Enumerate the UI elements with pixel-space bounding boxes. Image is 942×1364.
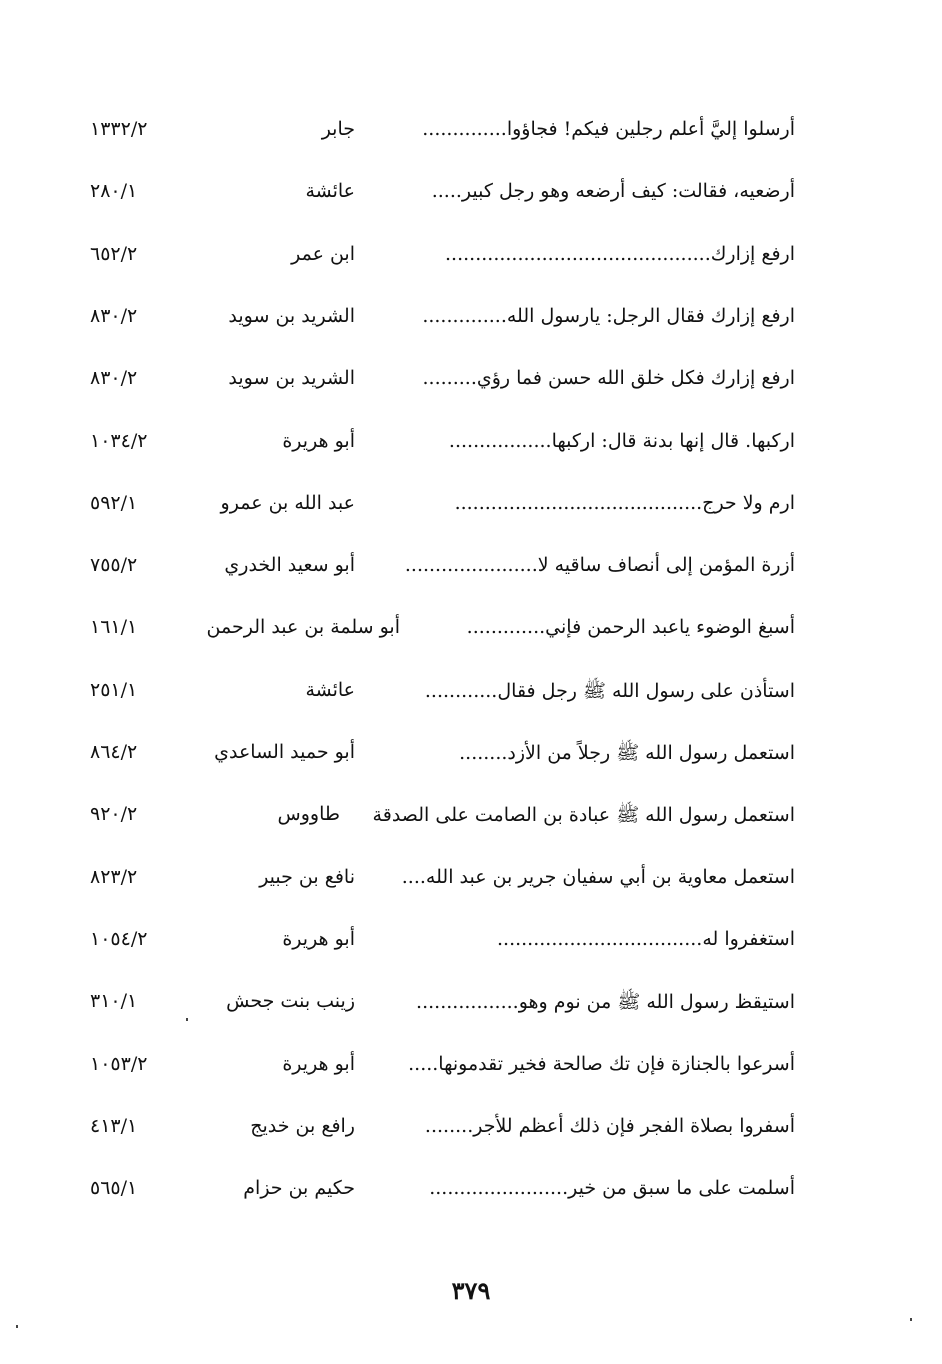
- narrator-name: الشريد بن سويد: [228, 304, 355, 327]
- hadith-text: ارم ولا حرج.........................................: [454, 491, 795, 514]
- index-entry: [90, 172, 795, 212]
- hadith-text: استغفروا له..................................: [496, 927, 795, 950]
- narrator-name: زينب بنت جحش: [226, 990, 355, 1013]
- narrator-name: عبد الله بن عمرو: [220, 491, 355, 514]
- volume-page-ref: ٨٦٤/٢: [90, 741, 138, 763]
- hadith-text: استعمل رسول الله ﷺ عبادة بن الصامت على الصدقة: [372, 804, 795, 827]
- hadith-text: استأذن على رسول الله ﷺ رجل فقال............: [424, 679, 795, 702]
- narrator-name: حكيم بن حزام: [243, 1177, 355, 1200]
- index-entry: [90, 359, 795, 399]
- volume-page-ref: ٩٢٠/٢: [90, 803, 138, 826]
- hadith-text: ارفع إزارك فكل خلق الله حسن فما رؤي.........: [422, 367, 795, 390]
- hadith-text: استيقظ رسول الله ﷺ من نوم وهو.................: [416, 991, 795, 1014]
- index-entry: [90, 671, 795, 711]
- narrator-name: عائشة: [305, 678, 355, 701]
- index-entry: [90, 733, 795, 773]
- volume-page-ref: ٢٥١/١: [90, 678, 138, 701]
- volume-page-ref: ١٠٥٤/٢: [90, 927, 148, 950]
- hadith-text: أسلمت على ما سبق من خير.......................: [429, 1177, 795, 1200]
- hadith-text: ارفع إزارك............................................: [445, 242, 795, 265]
- index-entry: [90, 235, 795, 275]
- narrator-name: طاووس: [277, 803, 340, 826]
- hadith-text: أزرة المؤمن إلى أنصاف ساقيه لا......................: [404, 554, 795, 577]
- narrator-name: جابر: [321, 118, 355, 140]
- narrator-name: أبو سلمة بن عبد الرحمن: [206, 616, 400, 639]
- volume-page-ref: ١٣٣٢/٢: [90, 118, 148, 140]
- narrator-name: أبو سعيد الخدري: [224, 554, 355, 577]
- hadith-text: استعمل معاوية بن أبي سفيان جرير بن عبد الله....: [401, 865, 795, 888]
- index-entry: [90, 858, 795, 898]
- index-entry: [90, 608, 795, 648]
- stray-mark: [186, 1018, 188, 1021]
- volume-page-ref: ٣١٠/١: [90, 990, 138, 1013]
- index-entry: [90, 422, 795, 462]
- narrator-name: أبو حميد الساعدي: [214, 741, 355, 763]
- index-entry: [90, 110, 795, 150]
- narrator-name: رافع بن خديج: [250, 1114, 355, 1137]
- page-number: ٣٧٩: [451, 1276, 491, 1305]
- hadith-text: ارفع إزارك فقال الرجل: يارسول الله..............: [422, 304, 795, 327]
- index-entry: [90, 795, 795, 835]
- volume-page-ref: ٨٢٣/٢: [90, 865, 138, 888]
- index-entry: [90, 920, 795, 960]
- narrator-name: عائشة: [305, 180, 355, 203]
- volume-page-ref: ١٠٥٣/٢: [90, 1052, 148, 1075]
- volume-page-ref: ٥٩٢/١: [90, 491, 138, 514]
- narrator-name: نافع بن جبير: [259, 865, 355, 888]
- hadith-text: أرضعيه، فقالت: كيف أرضعه وهو رجل كبير.....: [431, 180, 795, 203]
- volume-page-ref: ٢٨٠/١: [90, 180, 138, 203]
- index-entry: [90, 1107, 795, 1147]
- index-entry: [90, 484, 795, 524]
- hadith-text: أرسلوا إليَّ أعلم رجلين فيكم! فجاؤوا..............: [422, 118, 795, 140]
- index-entry: [90, 982, 795, 1022]
- volume-page-ref: ٨٣٠/٢: [90, 304, 138, 327]
- volume-page-ref: ٨٣٠/٢: [90, 367, 138, 390]
- index-entry: [90, 297, 795, 337]
- narrator-name: أبو هريرة: [282, 429, 355, 452]
- narrator-name: الشريد بن سويد: [228, 367, 355, 390]
- hadith-text: استعمل رسول الله ﷺ رجلاً من الأزد........: [459, 742, 795, 764]
- hadith-text: أسبغ الوضوء ياعبد الرحمن فإني.............: [466, 616, 795, 639]
- volume-page-ref: ٥٦٥/١: [90, 1177, 138, 1200]
- volume-page-ref: ٦٥٢/٢: [90, 242, 138, 265]
- index-entry: [90, 1169, 795, 1209]
- narrator-name: أبو هريرة: [282, 1052, 355, 1075]
- volume-page-ref: ٤١٣/١: [90, 1114, 138, 1137]
- narrator-name: أبو هريرة: [282, 927, 355, 950]
- stray-mark: [910, 1318, 912, 1321]
- index-entry: [90, 546, 795, 586]
- narrator-name: ابن عمر: [291, 242, 355, 265]
- hadith-text: اركبها. قال إنها بدنة قال: اركبها.................: [448, 429, 795, 452]
- hadith-text: أسرعوا بالجنازة فإن تك صالحة فخير تقدمونها.....: [408, 1052, 795, 1075]
- index-entry: [90, 1045, 795, 1085]
- hadith-text: أسفروا بصلاة الفجر فإن ذلك أعظم للأجر........: [424, 1114, 795, 1137]
- volume-page-ref: ٧٥٥/٢: [90, 554, 138, 577]
- stray-mark: [16, 1325, 18, 1328]
- volume-page-ref: ١٠٣٤/٢: [90, 429, 148, 452]
- volume-page-ref: ١٦١/١: [90, 616, 138, 639]
